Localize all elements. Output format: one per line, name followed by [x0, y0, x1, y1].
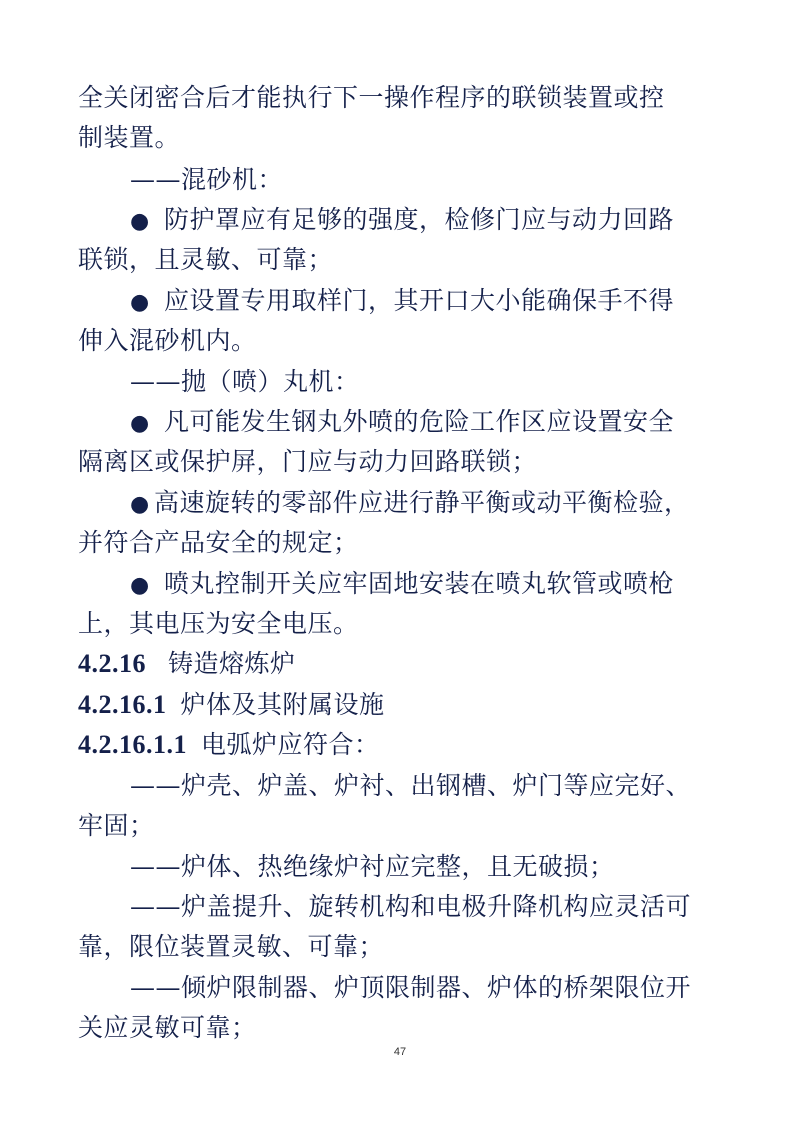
section-title: 炉体及其附属设施 — [180, 690, 385, 719]
section-heading — [0, 685, 800, 725]
section-number: 4.2.16.1.1 — [78, 730, 187, 759]
line-text: 制装置。 — [78, 123, 181, 152]
bullet-icon: ● — [130, 290, 150, 315]
bullet-item — [0, 483, 800, 523]
line-text: 应设置专用取样门，其开口大小能确保手不得 — [164, 286, 675, 315]
line-text: ——炉壳、炉盖、炉衬、出钢槽、炉门等应完好、 — [130, 771, 692, 800]
text-line — [0, 1008, 800, 1048]
section-title: 铸造熔炼炉 — [168, 649, 296, 678]
line-text: 喷丸控制开关应牢固地安装在喷丸软管或喷枪 — [164, 569, 675, 598]
section-title: 电弧炉应符合： — [201, 730, 380, 759]
line-text: 靠，限位装置灵敏、可靠； — [78, 932, 385, 961]
line-text: 上，其电压为安全电压。 — [78, 609, 359, 638]
bullet-icon: ● — [130, 209, 150, 234]
bullet-item — [0, 281, 800, 321]
list-item — [0, 766, 800, 806]
text-line — [0, 806, 800, 846]
line-text: 牢固； — [78, 811, 155, 840]
line-text: ——混砂机： — [130, 165, 284, 194]
text-line — [0, 118, 800, 158]
page-number: 47 — [393, 1046, 407, 1058]
line-text: 凡可能发生钢丸外喷的危险工作区应设置安全 — [164, 407, 675, 436]
line-text: ——炉盖提升、旋转机构和电极升降机构应灵活可 — [130, 892, 692, 921]
line-text: ——炉体、热绝缘炉衬应完整，且无破损； — [130, 852, 615, 881]
line-text: 隔离区或保护屏，门应与动力回路联锁； — [78, 447, 538, 476]
text-line — [0, 523, 800, 563]
text-line — [0, 442, 800, 482]
line-text: 关应灵敏可靠； — [78, 1013, 257, 1042]
line-text: 高速旋转的零部件应进行静平衡或动平衡检验， — [154, 488, 690, 517]
line-text: 防护罩应有足够的强度，检修门应与动力回路 — [164, 205, 675, 234]
list-item — [0, 968, 800, 1008]
bullet-item — [0, 200, 800, 240]
list-item — [0, 847, 800, 887]
line-text: ——抛（喷）丸机： — [130, 367, 360, 396]
text-line — [0, 604, 800, 644]
line-text: 联锁，且灵敏、可靠； — [78, 245, 334, 274]
line-text: 全关闭密合后才能执行下一操作程序的联锁装置或控 — [78, 83, 665, 112]
bullet-item — [0, 564, 800, 604]
line-text: 并符合产品安全的规定； — [78, 528, 359, 557]
section-number: 4.2.16.1 — [78, 690, 167, 719]
text-line — [0, 78, 800, 118]
line-text: 伸入混砂机内。 — [78, 326, 257, 355]
bullet-icon: ● — [130, 573, 150, 598]
bullet-icon: ● — [130, 492, 150, 517]
subsection-heading — [0, 160, 800, 200]
list-item — [0, 887, 800, 927]
text-line — [0, 321, 800, 361]
subsection-heading — [0, 362, 800, 402]
text-line — [0, 927, 800, 967]
text-line — [0, 240, 800, 280]
section-number: 4.2.16 — [78, 649, 146, 678]
line-text: ——倾炉限制器、炉顶限制器、炉体的桥架限位开 — [130, 973, 692, 1002]
section-heading — [0, 644, 800, 684]
section-heading — [0, 725, 800, 765]
bullet-icon: ● — [130, 411, 150, 436]
bullet-item — [0, 402, 800, 442]
